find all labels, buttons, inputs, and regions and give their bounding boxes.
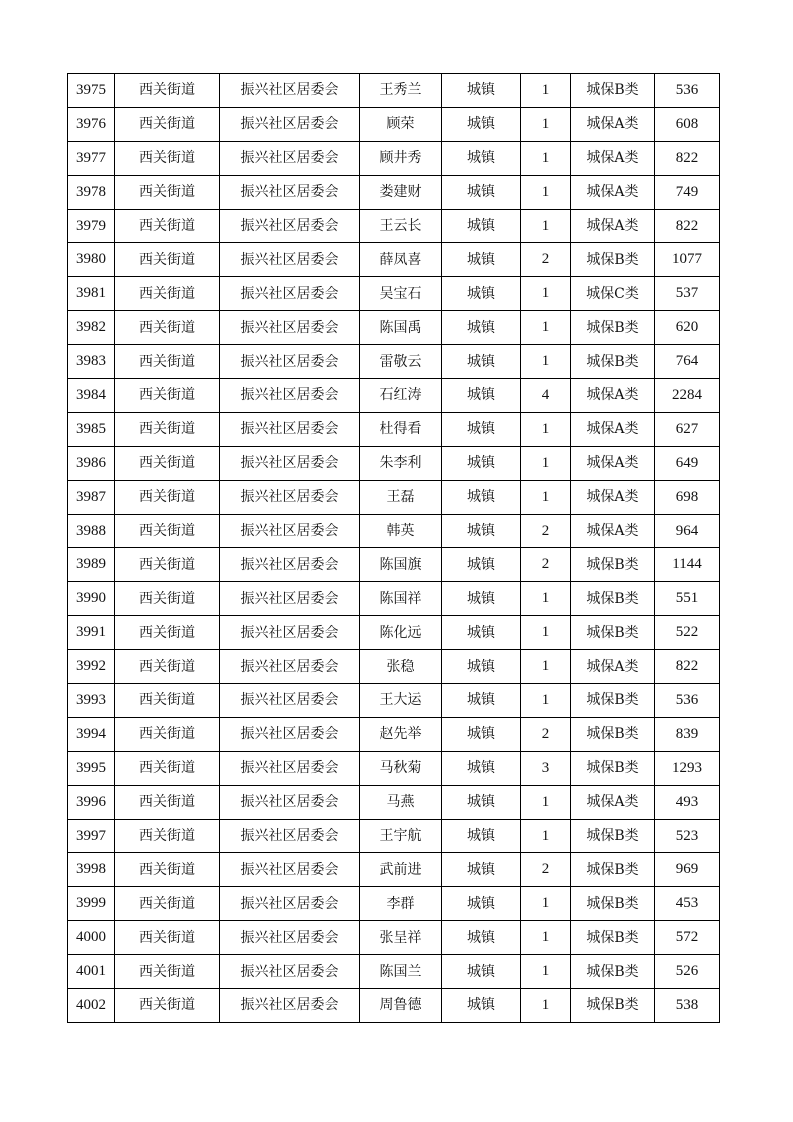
person-count-cell: 1	[521, 650, 571, 684]
table-row	[68, 887, 720, 921]
serial-number-cell: 3998	[68, 853, 115, 887]
serial-number-cell: 3997	[68, 819, 115, 853]
subdistrict-cell: 西关街道	[115, 717, 220, 751]
amount-cell: 522	[655, 616, 720, 650]
serial-number-cell: 3978	[68, 175, 115, 209]
community-cell: 振兴社区居委会	[220, 107, 360, 141]
name-cell: 杜得看	[360, 412, 442, 446]
community-cell: 振兴社区居委会	[220, 785, 360, 819]
serial-number-cell: 3985	[68, 412, 115, 446]
subdistrict-cell: 西关街道	[115, 785, 220, 819]
name-cell: 王宇航	[360, 819, 442, 853]
amount-cell: 1077	[655, 243, 720, 277]
table-row	[68, 582, 720, 616]
amount-cell: 1293	[655, 751, 720, 785]
amount-cell: 698	[655, 480, 720, 514]
category-cell: 城保B类	[571, 955, 655, 989]
category-cell: 城保B类	[571, 74, 655, 108]
serial-number-cell: 3980	[68, 243, 115, 277]
table-row	[68, 921, 720, 955]
serial-number-cell: 3996	[68, 785, 115, 819]
household-type-cell: 城镇	[442, 751, 521, 785]
amount-cell: 749	[655, 175, 720, 209]
table-row	[68, 717, 720, 751]
household-type-cell: 城镇	[442, 446, 521, 480]
name-cell: 朱李利	[360, 446, 442, 480]
serial-number-cell: 3981	[68, 277, 115, 311]
table-row	[68, 345, 720, 379]
category-cell: 城保A类	[571, 480, 655, 514]
household-type-cell: 城镇	[442, 209, 521, 243]
table-row	[68, 446, 720, 480]
subdistrict-cell: 西关街道	[115, 582, 220, 616]
amount-cell: 453	[655, 887, 720, 921]
amount-cell: 608	[655, 107, 720, 141]
subdistrict-cell: 西关街道	[115, 209, 220, 243]
amount-cell: 964	[655, 514, 720, 548]
serial-number-cell: 3989	[68, 548, 115, 582]
category-cell: 城保C类	[571, 277, 655, 311]
serial-number-cell: 3992	[68, 650, 115, 684]
subdistrict-cell: 西关街道	[115, 243, 220, 277]
table-row	[68, 379, 720, 413]
household-type-cell: 城镇	[442, 650, 521, 684]
household-type-cell: 城镇	[442, 887, 521, 921]
name-cell: 王磊	[360, 480, 442, 514]
person-count-cell: 1	[521, 989, 571, 1023]
person-count-cell: 2	[521, 548, 571, 582]
category-cell: 城保B类	[571, 582, 655, 616]
table-row	[68, 785, 720, 819]
subdistrict-cell: 西关街道	[115, 548, 220, 582]
subdistrict-cell: 西关街道	[115, 751, 220, 785]
amount-cell: 537	[655, 277, 720, 311]
household-type-cell: 城镇	[442, 853, 521, 887]
community-cell: 振兴社区居委会	[220, 616, 360, 650]
household-type-cell: 城镇	[442, 243, 521, 277]
table-row	[68, 548, 720, 582]
name-cell: 张呈祥	[360, 921, 442, 955]
household-type-cell: 城镇	[442, 74, 521, 108]
category-cell: 城保B类	[571, 921, 655, 955]
subdistrict-cell: 西关街道	[115, 514, 220, 548]
community-cell: 振兴社区居委会	[220, 141, 360, 175]
subdistrict-cell: 西关街道	[115, 412, 220, 446]
name-cell: 王云长	[360, 209, 442, 243]
amount-cell: 523	[655, 819, 720, 853]
category-cell: 城保B类	[571, 887, 655, 921]
person-count-cell: 1	[521, 921, 571, 955]
category-cell: 城保A类	[571, 412, 655, 446]
table-row	[68, 751, 720, 785]
person-count-cell: 1	[521, 887, 571, 921]
serial-number-cell: 3976	[68, 107, 115, 141]
amount-cell: 627	[655, 412, 720, 446]
community-cell: 振兴社区居委会	[220, 345, 360, 379]
household-type-cell: 城镇	[442, 480, 521, 514]
subdistrict-cell: 西关街道	[115, 616, 220, 650]
serial-number-cell: 3991	[68, 616, 115, 650]
community-cell: 振兴社区居委会	[220, 74, 360, 108]
table-row	[68, 74, 720, 108]
amount-cell: 620	[655, 311, 720, 345]
subdistrict-cell: 西关街道	[115, 175, 220, 209]
name-cell: 武前进	[360, 853, 442, 887]
amount-cell: 572	[655, 921, 720, 955]
person-count-cell: 1	[521, 412, 571, 446]
household-type-cell: 城镇	[442, 921, 521, 955]
table-row	[68, 277, 720, 311]
name-cell: 吴宝石	[360, 277, 442, 311]
community-cell: 振兴社区居委会	[220, 989, 360, 1023]
name-cell: 陈国旗	[360, 548, 442, 582]
category-cell: 城保B类	[571, 989, 655, 1023]
category-cell: 城保B类	[571, 345, 655, 379]
household-type-cell: 城镇	[442, 955, 521, 989]
community-cell: 振兴社区居委会	[220, 955, 360, 989]
community-cell: 振兴社区居委会	[220, 717, 360, 751]
subdistrict-cell: 西关街道	[115, 853, 220, 887]
amount-cell: 526	[655, 955, 720, 989]
subdistrict-cell: 西关街道	[115, 107, 220, 141]
household-type-cell: 城镇	[442, 345, 521, 379]
serial-number-cell: 3990	[68, 582, 115, 616]
community-cell: 振兴社区居委会	[220, 684, 360, 718]
person-count-cell: 2	[521, 717, 571, 751]
subdistrict-cell: 西关街道	[115, 311, 220, 345]
subdistrict-cell: 西关街道	[115, 684, 220, 718]
household-type-cell: 城镇	[442, 616, 521, 650]
category-cell: 城保B类	[571, 616, 655, 650]
name-cell: 陈国兰	[360, 955, 442, 989]
name-cell: 周鲁德	[360, 989, 442, 1023]
table-row	[68, 243, 720, 277]
person-count-cell: 2	[521, 514, 571, 548]
roster-table	[67, 73, 720, 1023]
community-cell: 振兴社区居委会	[220, 582, 360, 616]
person-count-cell: 1	[521, 785, 571, 819]
person-count-cell: 1	[521, 107, 571, 141]
household-type-cell: 城镇	[442, 548, 521, 582]
subdistrict-cell: 西关街道	[115, 819, 220, 853]
person-count-cell: 1	[521, 345, 571, 379]
person-count-cell: 3	[521, 751, 571, 785]
table-row	[68, 311, 720, 345]
subdistrict-cell: 西关街道	[115, 277, 220, 311]
table-row	[68, 209, 720, 243]
serial-number-cell: 4000	[68, 921, 115, 955]
name-cell: 雷敬云	[360, 345, 442, 379]
household-type-cell: 城镇	[442, 379, 521, 413]
amount-cell: 538	[655, 989, 720, 1023]
name-cell: 赵先举	[360, 717, 442, 751]
community-cell: 振兴社区居委会	[220, 277, 360, 311]
community-cell: 振兴社区居委会	[220, 548, 360, 582]
household-type-cell: 城镇	[442, 412, 521, 446]
amount-cell: 1144	[655, 548, 720, 582]
serial-number-cell: 3999	[68, 887, 115, 921]
serial-number-cell: 3983	[68, 345, 115, 379]
name-cell: 娄建财	[360, 175, 442, 209]
household-type-cell: 城镇	[442, 582, 521, 616]
household-type-cell: 城镇	[442, 514, 521, 548]
subdistrict-cell: 西关街道	[115, 955, 220, 989]
serial-number-cell: 3984	[68, 379, 115, 413]
serial-number-cell: 4002	[68, 989, 115, 1023]
community-cell: 振兴社区居委会	[220, 175, 360, 209]
category-cell: 城保B类	[571, 819, 655, 853]
category-cell: 城保B类	[571, 548, 655, 582]
table-row	[68, 684, 720, 718]
amount-cell: 493	[655, 785, 720, 819]
name-cell: 陈国祥	[360, 582, 442, 616]
community-cell: 振兴社区居委会	[220, 480, 360, 514]
name-cell: 张稳	[360, 650, 442, 684]
amount-cell: 822	[655, 141, 720, 175]
table-row	[68, 819, 720, 853]
category-cell: 城保A类	[571, 650, 655, 684]
name-cell: 李群	[360, 887, 442, 921]
serial-number-cell: 3995	[68, 751, 115, 785]
serial-number-cell: 3977	[68, 141, 115, 175]
person-count-cell: 1	[521, 209, 571, 243]
table-row	[68, 107, 720, 141]
subdistrict-cell: 西关街道	[115, 345, 220, 379]
household-type-cell: 城镇	[442, 989, 521, 1023]
community-cell: 振兴社区居委会	[220, 751, 360, 785]
serial-number-cell: 3975	[68, 74, 115, 108]
household-type-cell: 城镇	[442, 684, 521, 718]
amount-cell: 536	[655, 74, 720, 108]
category-cell: 城保A类	[571, 785, 655, 819]
person-count-cell: 2	[521, 853, 571, 887]
subdistrict-cell: 西关街道	[115, 650, 220, 684]
amount-cell: 822	[655, 650, 720, 684]
category-cell: 城保A类	[571, 141, 655, 175]
serial-number-cell: 3994	[68, 717, 115, 751]
person-count-cell: 1	[521, 311, 571, 345]
name-cell: 顾井秀	[360, 141, 442, 175]
name-cell: 马秋菊	[360, 751, 442, 785]
person-count-cell: 1	[521, 74, 571, 108]
subdistrict-cell: 西关街道	[115, 141, 220, 175]
name-cell: 陈国禹	[360, 311, 442, 345]
person-count-cell: 4	[521, 379, 571, 413]
household-type-cell: 城镇	[442, 107, 521, 141]
household-type-cell: 城镇	[442, 311, 521, 345]
household-type-cell: 城镇	[442, 717, 521, 751]
serial-number-cell: 3993	[68, 684, 115, 718]
household-type-cell: 城镇	[442, 175, 521, 209]
community-cell: 振兴社区居委会	[220, 243, 360, 277]
table-row	[68, 616, 720, 650]
subdistrict-cell: 西关街道	[115, 74, 220, 108]
person-count-cell: 1	[521, 582, 571, 616]
table-row	[68, 955, 720, 989]
category-cell: 城保A类	[571, 209, 655, 243]
category-cell: 城保B类	[571, 684, 655, 718]
serial-number-cell: 3982	[68, 311, 115, 345]
community-cell: 振兴社区居委会	[220, 514, 360, 548]
category-cell: 城保B类	[571, 243, 655, 277]
amount-cell: 551	[655, 582, 720, 616]
household-type-cell: 城镇	[442, 819, 521, 853]
community-cell: 振兴社区居委会	[220, 412, 360, 446]
person-count-cell: 1	[521, 446, 571, 480]
subdistrict-cell: 西关街道	[115, 921, 220, 955]
community-cell: 振兴社区居委会	[220, 921, 360, 955]
community-cell: 振兴社区居委会	[220, 887, 360, 921]
community-cell: 振兴社区居委会	[220, 446, 360, 480]
name-cell: 王大运	[360, 684, 442, 718]
person-count-cell: 1	[521, 277, 571, 311]
name-cell: 石红涛	[360, 379, 442, 413]
subdistrict-cell: 西关街道	[115, 480, 220, 514]
table-row	[68, 650, 720, 684]
amount-cell: 969	[655, 853, 720, 887]
category-cell: 城保A类	[571, 175, 655, 209]
table-row	[68, 480, 720, 514]
serial-number-cell: 3986	[68, 446, 115, 480]
household-type-cell: 城镇	[442, 141, 521, 175]
category-cell: 城保B类	[571, 311, 655, 345]
serial-number-cell: 3987	[68, 480, 115, 514]
amount-cell: 536	[655, 684, 720, 718]
person-count-cell: 2	[521, 243, 571, 277]
name-cell: 薛凤喜	[360, 243, 442, 277]
amount-cell: 649	[655, 446, 720, 480]
serial-number-cell: 3979	[68, 209, 115, 243]
person-count-cell: 1	[521, 480, 571, 514]
category-cell: 城保B类	[571, 717, 655, 751]
name-cell: 韩英	[360, 514, 442, 548]
category-cell: 城保A类	[571, 379, 655, 413]
serial-number-cell: 3988	[68, 514, 115, 548]
subdistrict-cell: 西关街道	[115, 379, 220, 413]
person-count-cell: 1	[521, 175, 571, 209]
name-cell: 陈化远	[360, 616, 442, 650]
roster-body	[68, 74, 720, 1023]
table-row	[68, 853, 720, 887]
table-row	[68, 175, 720, 209]
category-cell: 城保A类	[571, 107, 655, 141]
category-cell: 城保B类	[571, 751, 655, 785]
community-cell: 振兴社区居委会	[220, 650, 360, 684]
community-cell: 振兴社区居委会	[220, 209, 360, 243]
category-cell: 城保A类	[571, 514, 655, 548]
name-cell: 马燕	[360, 785, 442, 819]
name-cell: 王秀兰	[360, 74, 442, 108]
community-cell: 振兴社区居委会	[220, 853, 360, 887]
amount-cell: 2284	[655, 379, 720, 413]
person-count-cell: 1	[521, 141, 571, 175]
subdistrict-cell: 西关街道	[115, 446, 220, 480]
table-row	[68, 412, 720, 446]
serial-number-cell: 4001	[68, 955, 115, 989]
category-cell: 城保A类	[571, 446, 655, 480]
amount-cell: 839	[655, 717, 720, 751]
community-cell: 振兴社区居委会	[220, 379, 360, 413]
household-type-cell: 城镇	[442, 277, 521, 311]
table-row	[68, 989, 720, 1023]
table-row	[68, 514, 720, 548]
table-row	[68, 141, 720, 175]
household-type-cell: 城镇	[442, 785, 521, 819]
name-cell: 顾荣	[360, 107, 442, 141]
person-count-cell: 1	[521, 955, 571, 989]
category-cell: 城保B类	[571, 853, 655, 887]
community-cell: 振兴社区居委会	[220, 311, 360, 345]
subdistrict-cell: 西关街道	[115, 989, 220, 1023]
subdistrict-cell: 西关街道	[115, 887, 220, 921]
person-count-cell: 1	[521, 684, 571, 718]
person-count-cell: 1	[521, 819, 571, 853]
community-cell: 振兴社区居委会	[220, 819, 360, 853]
person-count-cell: 1	[521, 616, 571, 650]
amount-cell: 822	[655, 209, 720, 243]
amount-cell: 764	[655, 345, 720, 379]
